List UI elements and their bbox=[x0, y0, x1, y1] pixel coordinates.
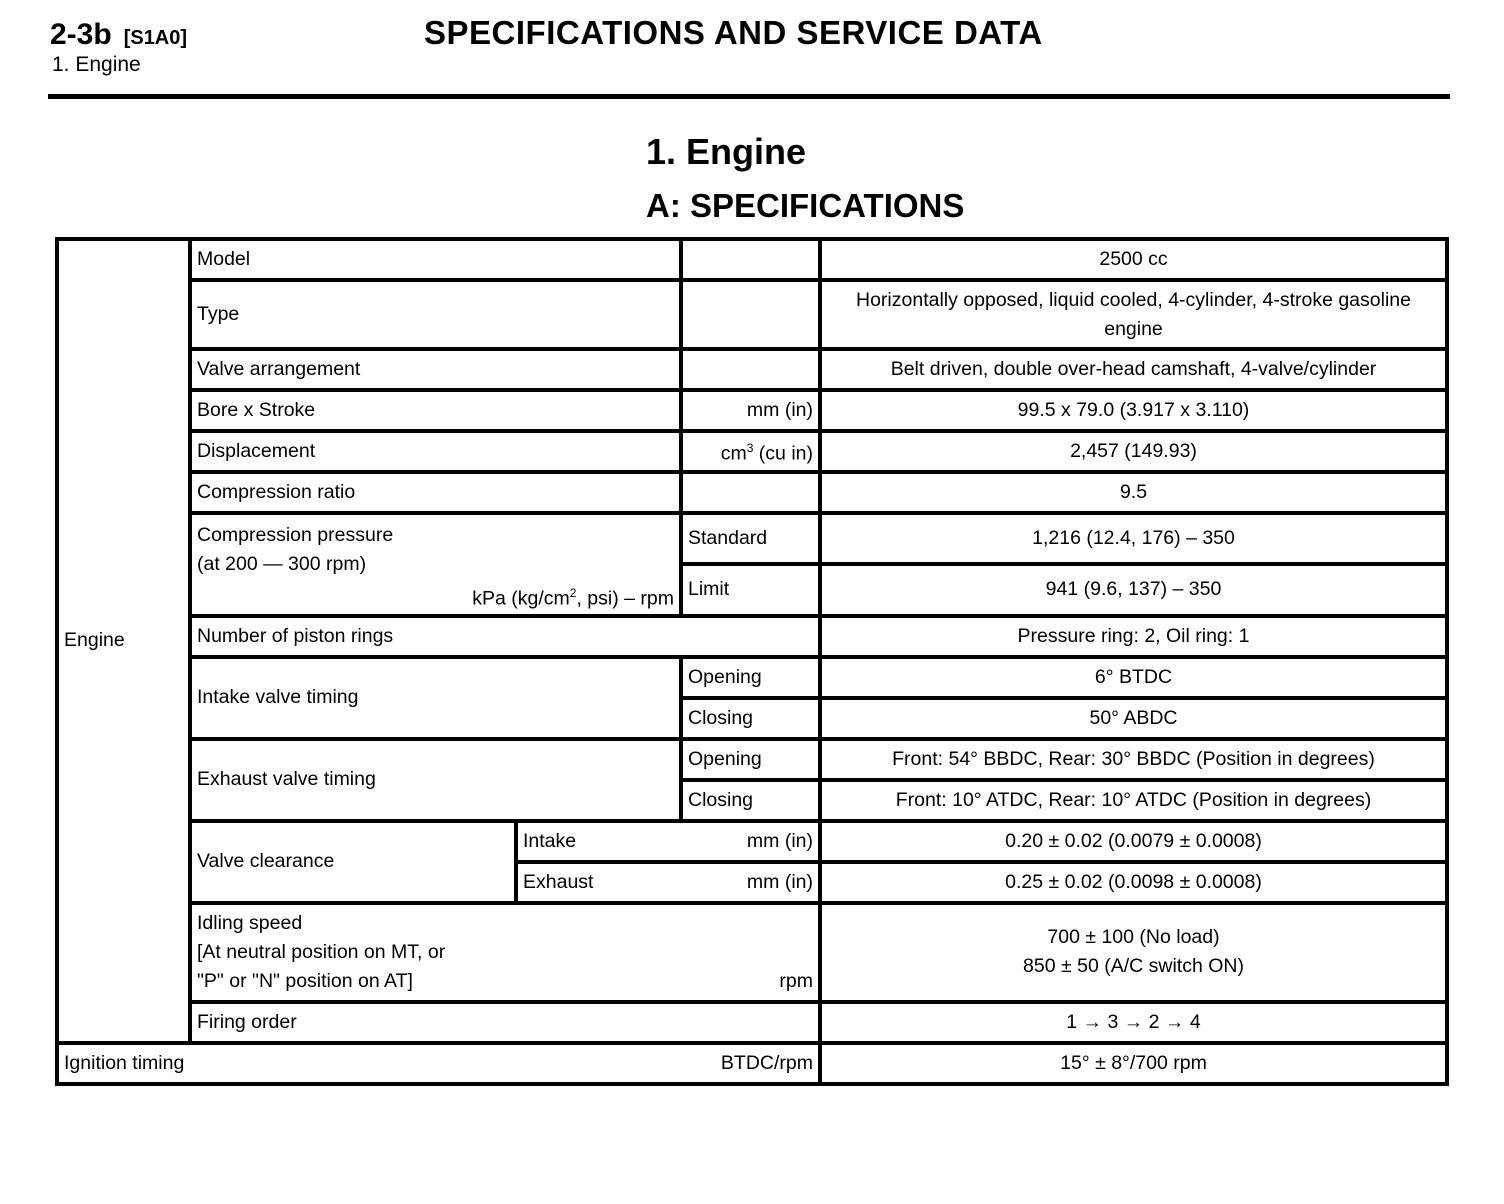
intake-closing-value: 50° ABDC bbox=[820, 698, 1447, 739]
piston-rings-label: Number of piston rings bbox=[190, 616, 820, 657]
idling-speed-value-line2: 850 ± 50 (A/C switch ON) bbox=[1023, 955, 1244, 977]
idling-speed-line3: "P" or "N" position on AT] bbox=[197, 969, 413, 992]
section-tag: [S1A0] bbox=[123, 27, 188, 49]
ignition-timing-row-label bbox=[57, 1043, 820, 1084]
valve-arrangement-value: Belt driven, double over-head camshaft, 4-valve/cylinder bbox=[820, 349, 1447, 390]
ignition-timing-value: 15° ± 8°/700 rpm bbox=[820, 1043, 1447, 1084]
type-value: Horizontally opposed, liquid cooled, 4-cylinder, 4-stroke gasoline engine bbox=[820, 280, 1447, 349]
valve-clearance-exhaust-value: 0.25 ± 0.02 (0.0098 ± 0.0008) bbox=[820, 862, 1447, 903]
displacement-unit-base: cm bbox=[720, 442, 747, 465]
page-header-subtitle: 1. Engine bbox=[52, 53, 141, 76]
section-title: 1. Engine bbox=[646, 131, 807, 172]
compression-ratio-label: Compression ratio bbox=[190, 472, 681, 513]
table-row bbox=[57, 616, 1447, 657]
model-unit bbox=[681, 239, 820, 280]
idling-speed-label bbox=[190, 903, 820, 1002]
table-row bbox=[57, 1002, 1447, 1043]
table-row bbox=[57, 472, 1447, 513]
page-number: 2-3b bbox=[50, 18, 112, 51]
bore-stroke-value: 99.5 x 79.0 (3.917 x 3.110) bbox=[820, 390, 1447, 431]
compression-pressure-unit-sup: 2 bbox=[569, 586, 577, 600]
compression-pressure-line1: Compression pressure bbox=[197, 524, 394, 546]
type-unit bbox=[681, 280, 820, 349]
table-row bbox=[57, 280, 1447, 349]
intake-opening-label: Opening bbox=[681, 657, 820, 698]
bore-stroke-label: Bore x Stroke bbox=[190, 390, 681, 431]
page-header-title: SPECIFICATIONS AND SERVICE DATA bbox=[424, 14, 1043, 51]
exhaust-closing-value: Front: 10° ATDC, Rear: 10° ATDC (Position in degrees) bbox=[820, 780, 1447, 821]
displacement-unit-sup: 3 bbox=[746, 441, 754, 456]
engine-group-label: Engine bbox=[57, 239, 190, 1043]
table-row bbox=[57, 431, 1447, 472]
valve-clearance-intake-value: 0.20 ± 0.02 (0.0079 ± 0.0008) bbox=[820, 821, 1447, 862]
exhaust-closing-label: Closing bbox=[681, 780, 820, 821]
valve-clearance-exhaust bbox=[516, 862, 820, 903]
exhaust-valve-timing-label: Exhaust valve timing bbox=[190, 739, 681, 821]
compression-pressure-unit-base: kPa (kg/cm bbox=[472, 587, 570, 610]
page-code bbox=[50, 18, 187, 52]
valve-clearance-exhaust-label: Exhaust bbox=[523, 870, 594, 893]
table-row bbox=[57, 239, 1447, 280]
compression-ratio-value: 9.5 bbox=[820, 472, 1447, 513]
displacement-unit-rest: (cu in) bbox=[753, 442, 813, 465]
valve-arrangement-label: Valve arrangement bbox=[190, 349, 681, 390]
compression-pressure-line2: (at 200 — 300 rpm) bbox=[197, 553, 367, 575]
firing-order-label: Firing order bbox=[190, 1002, 820, 1043]
compression-pressure-unit bbox=[197, 579, 674, 614]
section-subtitle: A: SPECIFICATIONS bbox=[646, 187, 965, 224]
valve-arrangement-unit bbox=[681, 349, 820, 390]
displacement-value: 2,457 (149.93) bbox=[820, 431, 1447, 472]
intake-closing-label: Closing bbox=[681, 698, 820, 739]
type-label: Type bbox=[190, 280, 681, 349]
compression-standard-label: Standard bbox=[681, 513, 820, 564]
piston-rings-value: Pressure ring: 2, Oil ring: 1 bbox=[820, 616, 1447, 657]
model-label: Model bbox=[190, 239, 681, 280]
table-row bbox=[57, 821, 1447, 862]
table-row bbox=[57, 1043, 1447, 1084]
compression-pressure-label bbox=[190, 513, 681, 616]
table-row bbox=[57, 349, 1447, 390]
firing-order-value: 1 → 3 → 2 → 4 bbox=[820, 1002, 1447, 1043]
intake-valve-timing-label: Intake valve timing bbox=[190, 657, 681, 739]
idling-speed-unit: rpm bbox=[779, 969, 813, 992]
exhaust-opening-label: Opening bbox=[681, 739, 820, 780]
specifications-table bbox=[55, 237, 1449, 1086]
table-row bbox=[57, 739, 1447, 780]
intake-opening-value: 6° BTDC bbox=[820, 657, 1447, 698]
exhaust-opening-value: Front: 54° BBDC, Rear: 30° BBDC (Position in degrees) bbox=[820, 739, 1447, 780]
compression-pressure-unit-rest: , psi) – rpm bbox=[576, 587, 674, 610]
idling-speed-line2: [At neutral position on MT, or bbox=[197, 940, 446, 963]
ignition-timing-label: Ignition timing bbox=[64, 1051, 185, 1074]
table-row bbox=[57, 903, 1447, 1002]
valve-clearance-intake bbox=[516, 821, 820, 862]
bore-stroke-unit: mm (in) bbox=[681, 390, 820, 431]
valve-clearance-exhaust-unit: mm (in) bbox=[746, 870, 813, 893]
valve-clearance-label: Valve clearance bbox=[190, 821, 516, 903]
idling-speed-value bbox=[820, 903, 1447, 1002]
valve-clearance-intake-label: Intake bbox=[523, 829, 577, 852]
header-rule bbox=[48, 94, 1450, 99]
displacement-label: Displacement bbox=[190, 431, 681, 472]
compression-standard-value: 1,216 (12.4, 176) – 350 bbox=[820, 513, 1447, 564]
model-value: 2500 cc bbox=[820, 239, 1447, 280]
table-row bbox=[57, 657, 1447, 698]
displacement-unit bbox=[681, 431, 820, 472]
idling-speed-value-line1: 700 ± 100 (No load) bbox=[1047, 926, 1220, 948]
table-row bbox=[57, 513, 1447, 564]
table-row bbox=[57, 390, 1447, 431]
ignition-timing-unit: BTDC/rpm bbox=[720, 1051, 813, 1074]
valve-clearance-intake-unit: mm (in) bbox=[746, 829, 813, 852]
compression-limit-label: Limit bbox=[681, 564, 820, 615]
compression-ratio-unit bbox=[681, 472, 820, 513]
compression-limit-value: 941 (9.6, 137) – 350 bbox=[820, 564, 1447, 615]
idling-speed-line1: Idling speed bbox=[197, 911, 303, 934]
